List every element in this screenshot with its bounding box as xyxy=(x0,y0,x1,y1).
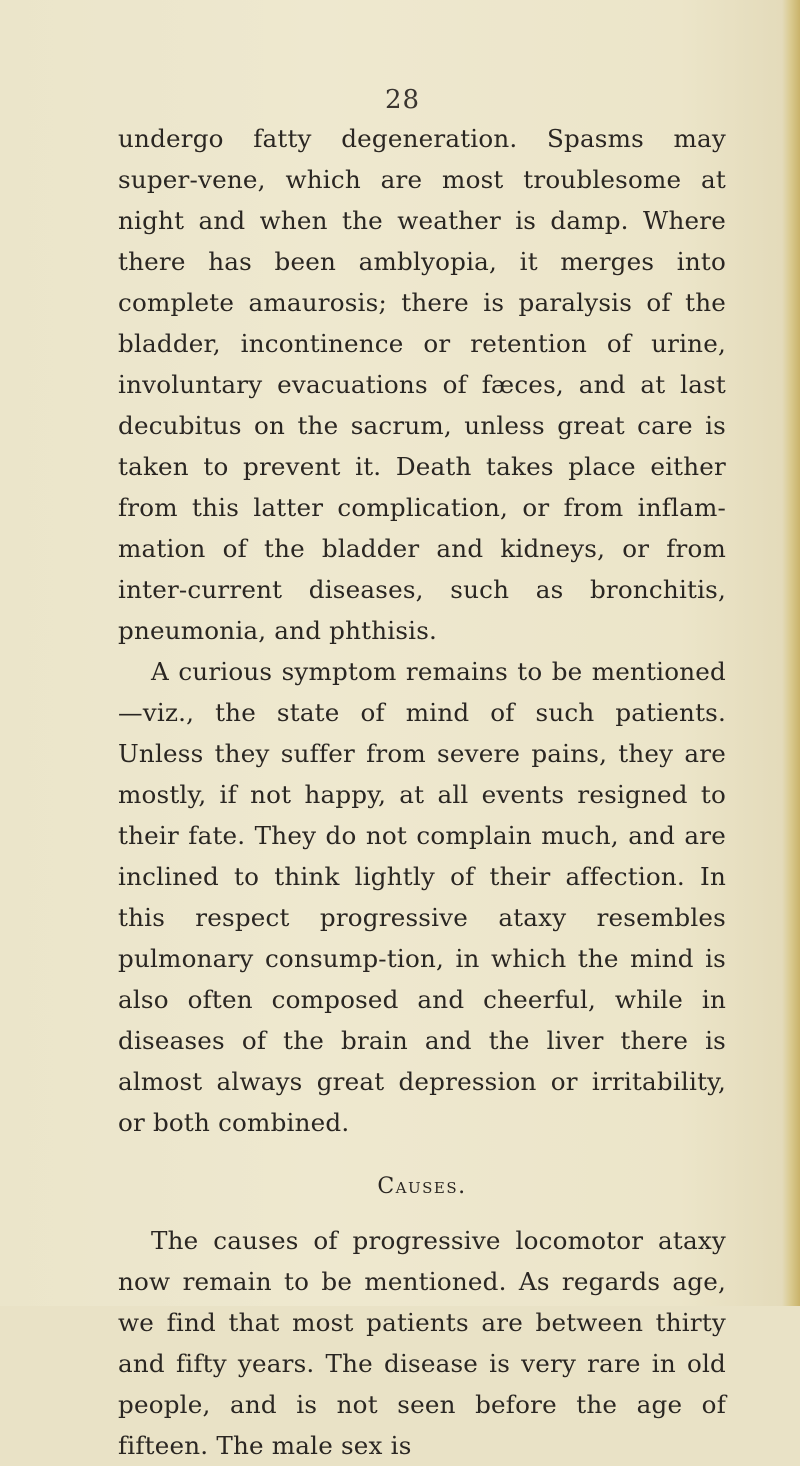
paragraph-3: The causes of progressive locomotor ataxy now remain to be mentioned. As regards age, we find that most patients are between thirty and fifty years. The disease is very rare in old people, and is not seen before the age of fifteen. The male sex is xyxy=(118,1226,726,1460)
section-heading-causes: Causes. xyxy=(377,1174,467,1199)
page-edge-shadow xyxy=(782,0,800,1306)
page-number: 28 xyxy=(385,85,421,115)
paragraph-1: undergo fatty degeneration. Spasms may super-vene, which are most troublesome at night and when the weather is damp. Where there has been amblyopia, it merges into complete amaurosis; there is paralysis of the bladder, incontinence or retention of urine, involuntary evacuations of fæces, and at last decubitus on the sacrum, unless great care is taken to prevent it. Death takes place either from this latter complication, or from inflam-mation of the bladder and kidneys, or from inter-current diseases, such as bronchitis, pneumonia, and phthisis. xyxy=(118,124,726,645)
paragraph-2: A curious symptom remains to be mentioned—viz., the state of mind of such patients. Unless they suffer from severe pains, they are mostly, if not happy, at all events resigned to their fate. They do not complain much, and are inclined to think lightly of their affection. In this respect progressive ataxy resembles pulmonary consump-tion, in which the mind is also often composed and cheerful, while in diseases of the brain and the liver there is almost always great depression or irritability, or both combined. xyxy=(118,657,726,1137)
body-text xyxy=(118,118,726,1466)
